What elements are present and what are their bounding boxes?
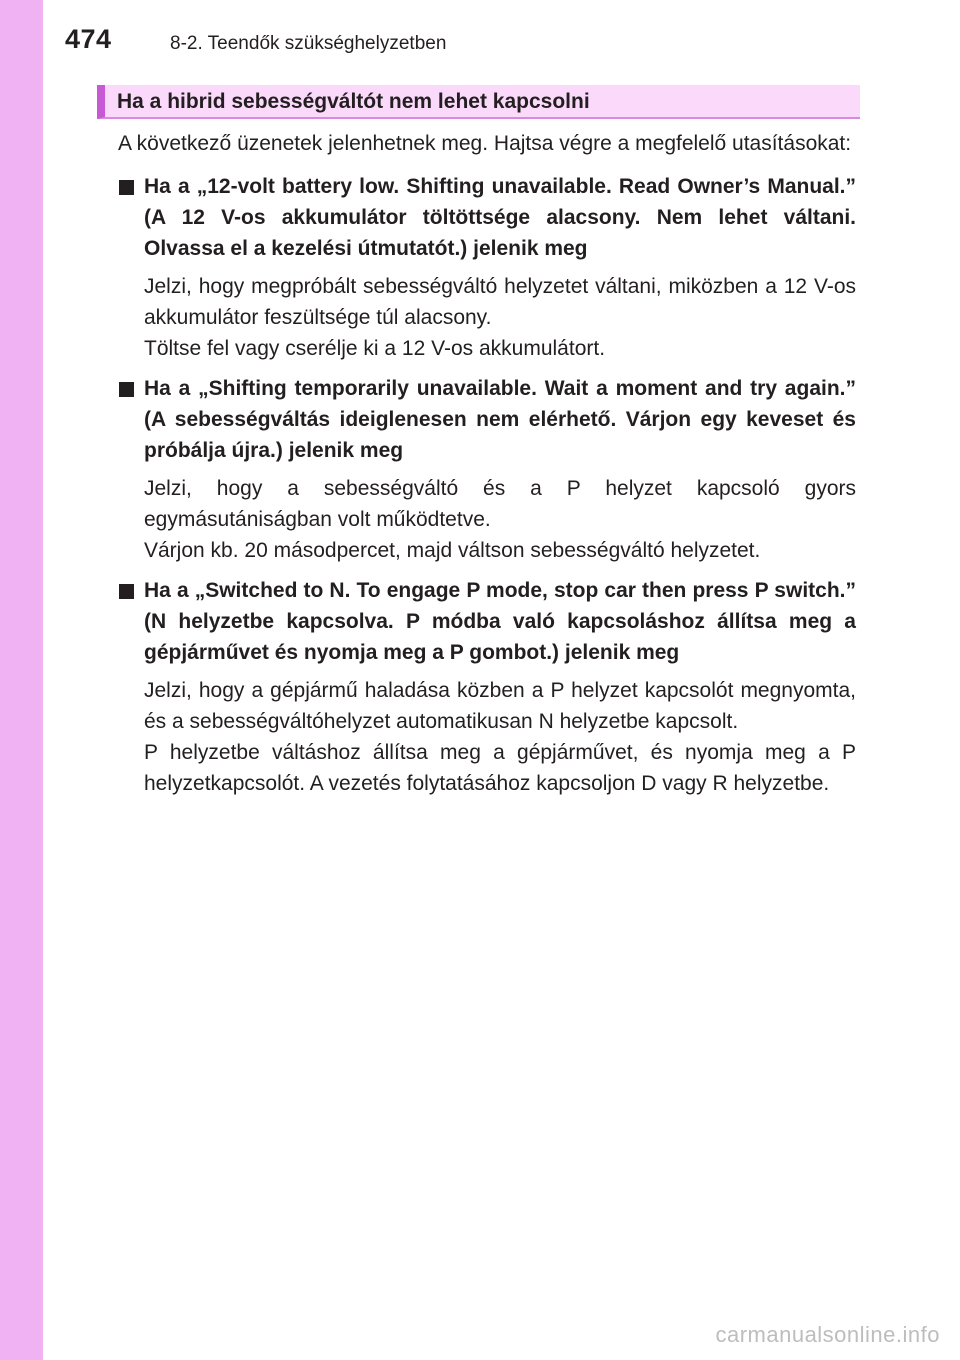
- intro-paragraph: A következő üzenetek jelenhetnek meg. Hajtsa végre a megfelelő utasításokat:: [118, 132, 852, 155]
- section-content: [118, 128, 856, 808]
- item-heading: Ha a „12-volt battery low. Shifting unavailable. Read Owner’s Manual.” (A 12 V-os akkumulátor töltöttsége alacsony. Nem lehet váltani. Olvassa el a kezelési útmutatót.) jelenik meg: [144, 175, 856, 260]
- list-item: [118, 171, 856, 364]
- watermark: carmanualsonline.info: [715, 1322, 940, 1347]
- item-description: Várjon kb. 20 másodpercet, majd váltson sebességváltó helyzetet.: [144, 539, 761, 562]
- chapter-color-band: [0, 0, 43, 1360]
- chapter-title: 8-2. Teendők szükséghelyzetben: [170, 33, 447, 54]
- list-item: [118, 575, 856, 799]
- section-title: Ha a hibrid sebességváltót nem lehet kapcsolni: [117, 90, 590, 113]
- item-description: Jelzi, hogy megpróbált sebességváltó helyzetet váltani, miközben a 12 V-os akkumulátor feszültsége túl alacsony.: [144, 275, 856, 329]
- item-description: Jelzi, hogy a sebességváltó és a P helyzet kapcsoló gyors egymásutániságban volt működtetve.: [144, 477, 856, 531]
- item-heading: Ha a „Switched to N. To engage P mode, stop car then press P switch.” (N helyzetbe kapcsolva. P módba való kapcsoláshoz állítsa meg a gépjárművet és nyomja meg a P gombot.) jelenik meg: [144, 579, 856, 664]
- list-item: [118, 373, 856, 566]
- item-description: P helyzetbe váltáshoz állítsa meg a gépjárművet, és nyomja meg a P helyzetkapcsolót. A vezetés folytatásához kapcsoljon D vagy R helyzetbe.: [144, 741, 856, 795]
- page-number: 474: [65, 24, 112, 54]
- item-description: Töltse fel vagy cserélje ki a 12 V-os akkumulátort.: [144, 337, 606, 360]
- square-bullet-icon: [119, 584, 134, 599]
- item-description: Jelzi, hogy a gépjármű haladása közben a P helyzet kapcsolót megnyomta, és a sebességváltóhelyzet automatikusan N helyzetbe kapcsolt.: [144, 679, 856, 733]
- section-header: [97, 85, 860, 119]
- item-heading: Ha a „Shifting temporarily unavailable. Wait a moment and try again.” (A sebességváltás ideiglenesen nem elérhető. Várjon egy keveset és próbálja újra.) jelenik meg: [144, 377, 856, 462]
- square-bullet-icon: [119, 180, 134, 195]
- square-bullet-icon: [119, 382, 134, 397]
